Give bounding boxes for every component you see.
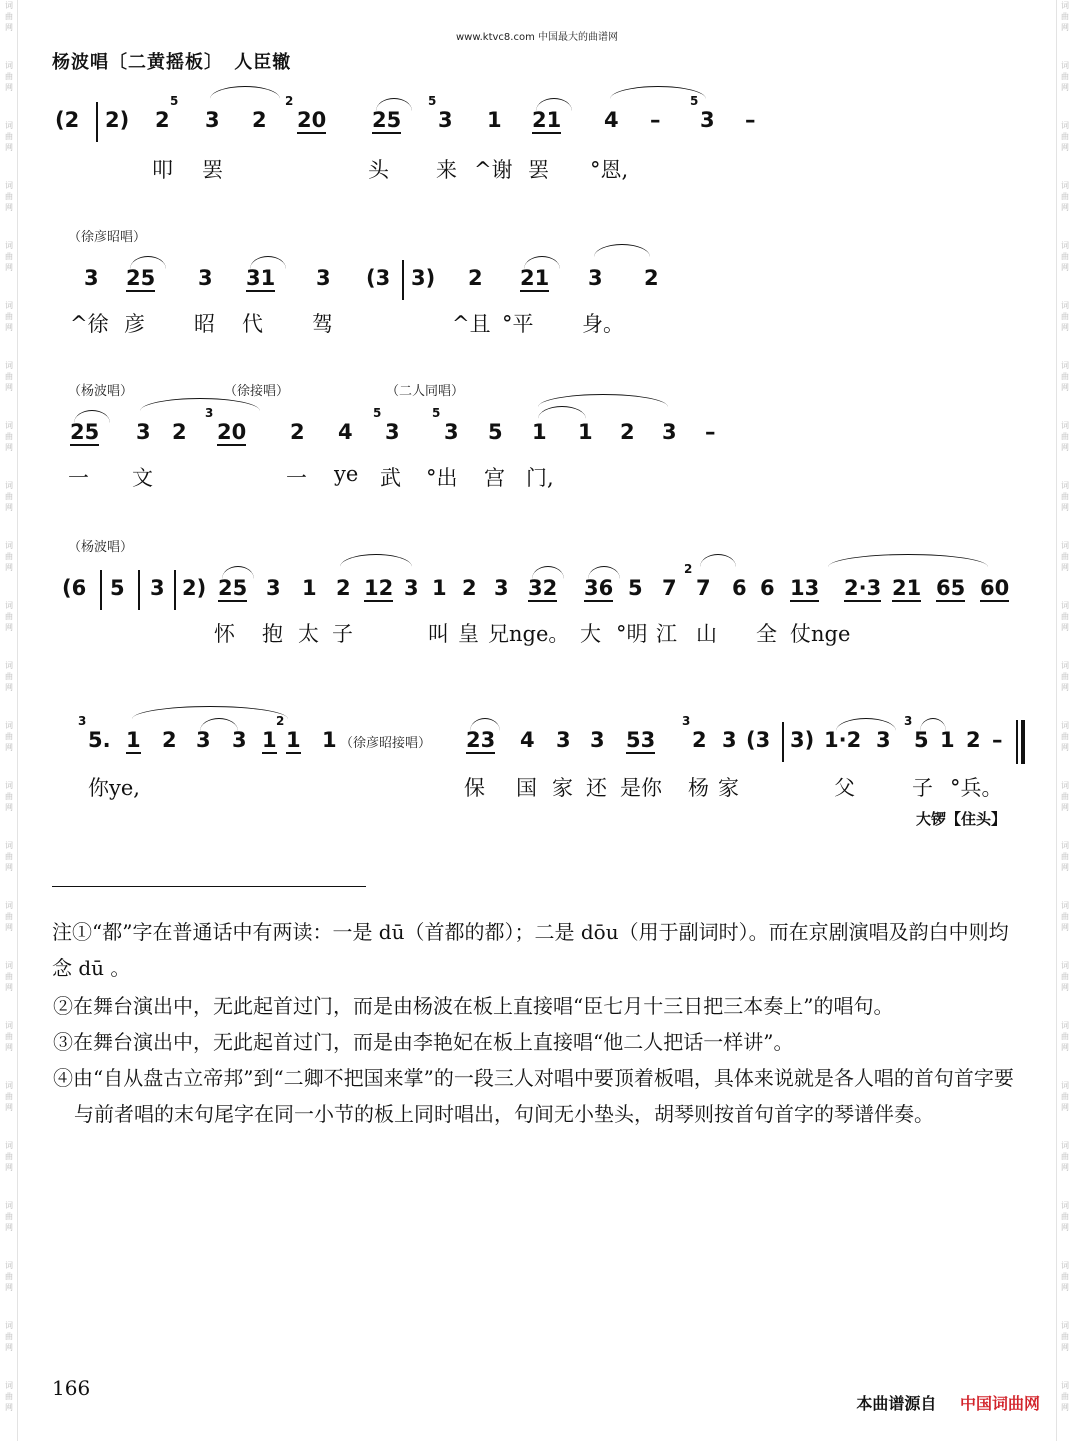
lyric: 太 xyxy=(298,622,319,646)
side-watermark-text: 词 曲 网 xyxy=(5,1,13,32)
note: 2 xyxy=(162,728,177,752)
lyric: 你ye, xyxy=(88,776,140,800)
note: 2 xyxy=(966,728,981,752)
singer-label: （杨波唱） xyxy=(68,384,134,399)
note: 3 xyxy=(444,420,459,444)
note: 1 xyxy=(302,576,317,600)
site-header: www.ktvc8.com 中国最大的曲谱网 xyxy=(455,32,618,43)
lyric: 宫 xyxy=(484,466,505,490)
note: 3 xyxy=(150,576,165,600)
side-watermark-text: 词 曲 网 xyxy=(5,1321,13,1352)
note: 1 xyxy=(322,728,337,752)
note: 25 xyxy=(372,108,402,132)
side-watermark-text: 词 曲 网 xyxy=(5,841,13,872)
lyric: 彦 xyxy=(124,312,145,336)
note: 7 xyxy=(696,576,711,600)
bar-line xyxy=(782,722,784,762)
lyric: 门, xyxy=(526,466,554,490)
grace-note: 2 xyxy=(276,714,285,728)
side-watermark-text: 词 曲 网 xyxy=(5,241,13,272)
note: 4 xyxy=(338,420,353,444)
lyric: 山 xyxy=(696,622,717,646)
side-watermark-text: 词 曲 网 xyxy=(5,1261,13,1292)
note: 12 xyxy=(364,576,394,600)
note: 1 xyxy=(262,728,277,752)
footnote-4: ④由“自从盘古立帝邦”到“二卿不把国来掌”的一段三人对唱中要顶着板唱，具体来说就是各人唱的首句首字要与前者唱的末句尾字在同一小节的板上同时唱出，句间无小垫头，胡琴则按首句首字的琴谱伴奏。 xyxy=(53,1066,1014,1126)
lyric: 罢 xyxy=(528,158,549,182)
grace-note: 5 xyxy=(690,94,699,108)
note: 5 xyxy=(110,576,125,600)
footnotes-rest xyxy=(52,988,1027,1132)
note: 1 xyxy=(286,728,301,752)
lyric: 一 xyxy=(286,466,307,490)
note: 3 xyxy=(556,728,571,752)
side-watermark-text: 词 曲 网 xyxy=(5,481,13,512)
lyric: 皇 xyxy=(458,622,479,646)
grace-note: 3 xyxy=(78,714,87,728)
note: 3 xyxy=(198,266,213,290)
side-watermark-text: 词 曲 网 xyxy=(1061,1,1069,32)
singer-label: （徐彦昭接唱） xyxy=(340,736,432,751)
slur xyxy=(340,554,412,567)
grace-note: 3 xyxy=(904,714,913,728)
singer-label: （徐接唱） xyxy=(224,384,290,399)
side-watermark-text: 词 曲 网 xyxy=(1061,1201,1069,1232)
note: 1 xyxy=(432,576,447,600)
lyric: 子 xyxy=(912,776,933,800)
side-watermark-text: 词 曲 网 xyxy=(5,781,13,812)
slur xyxy=(140,398,260,411)
note: 3 xyxy=(404,576,419,600)
source-label: 本曲谱源自 xyxy=(856,1394,937,1413)
lyric: °平 xyxy=(502,312,534,336)
side-watermark-text: 词 曲 网 xyxy=(5,121,13,152)
lyric: 罢 xyxy=(202,158,223,182)
note: (2 xyxy=(55,108,80,132)
side-watermark-text: 词 曲 网 xyxy=(5,1381,13,1412)
note: 2) xyxy=(182,576,207,600)
side-watermark-text: 词 曲 网 xyxy=(5,601,13,632)
bar-line xyxy=(96,102,98,142)
side-watermark-text: 词 曲 网 xyxy=(1061,241,1069,272)
slur xyxy=(538,394,668,407)
lyric: 叫 xyxy=(428,622,449,646)
side-watermark-right xyxy=(1058,0,1072,1441)
lyric: ^谢 xyxy=(474,158,513,182)
note: 5 xyxy=(488,420,503,444)
lyric: 国 xyxy=(516,776,537,800)
note: 1·2 xyxy=(824,728,862,752)
side-watermark-text: 词 曲 网 xyxy=(5,61,13,92)
note: (3 xyxy=(746,728,771,752)
lyric: ye xyxy=(334,462,359,486)
side-watermark-text: 词 曲 网 xyxy=(5,961,13,992)
bar-line xyxy=(100,570,102,610)
lyric: 仗nge xyxy=(790,622,851,646)
note: 6 xyxy=(732,576,747,600)
side-watermark-text: 词 曲 网 xyxy=(1061,121,1069,152)
side-watermark-text: 词 曲 网 xyxy=(1061,961,1069,992)
note: 1 xyxy=(532,420,547,444)
note: 2 xyxy=(336,576,351,600)
note: 2) xyxy=(105,108,130,132)
side-watermark-text: 词 曲 网 xyxy=(1061,541,1069,572)
lyric: 抱 xyxy=(262,622,283,646)
side-watermark-text: 词 曲 网 xyxy=(1061,1141,1069,1172)
note: 2 xyxy=(620,420,635,444)
side-watermark-text: 词 曲 网 xyxy=(5,721,13,752)
note: 1 xyxy=(126,728,141,752)
note: 3 xyxy=(590,728,605,752)
lyric: 家 xyxy=(552,776,573,800)
footnote-1: 注①“都”字在普通话中有两读：一是 dū（首都的都）；二是 dōu（用于副词时）。而在京剧演唱及韵白中则均念 dū 。 xyxy=(52,920,1009,980)
grace-note: 5 xyxy=(428,94,437,108)
footnote-2: ②在舞台演出中，无此起首过门，而是由杨波在板上直接唱“臣七月十三日把三本奏上”的唱句。 xyxy=(53,994,894,1018)
note: 2 xyxy=(172,420,187,444)
lyric: 文 xyxy=(132,466,153,490)
bar-line xyxy=(1016,720,1018,764)
note: 23 xyxy=(466,728,496,752)
note: 3) xyxy=(790,728,815,752)
lyric: 来 xyxy=(436,158,457,182)
note: 2 xyxy=(462,576,477,600)
note: 2 xyxy=(468,266,483,290)
note: 2 xyxy=(252,108,267,132)
bar-line xyxy=(1021,720,1025,764)
note: 5 xyxy=(628,576,643,600)
note: 3 xyxy=(722,728,737,752)
lyric: °兵。 xyxy=(950,776,1003,800)
side-watermark-text: 词 曲 网 xyxy=(1061,1381,1069,1412)
end-marker: 大锣【住头】 xyxy=(916,810,1007,828)
side-watermark-text: 词 曲 网 xyxy=(1061,181,1069,212)
note: 3 xyxy=(700,108,715,132)
side-watermark-text: 词 曲 网 xyxy=(1061,61,1069,92)
note: 3 xyxy=(316,266,331,290)
note: 3 xyxy=(385,420,400,444)
note: 3 xyxy=(232,728,247,752)
lyric: 江 xyxy=(656,622,677,646)
note: 3 xyxy=(588,266,603,290)
side-watermark-text: 词 曲 网 xyxy=(5,301,13,332)
grace-note: 2 xyxy=(684,562,693,576)
note: 2 xyxy=(644,266,659,290)
note: 3 xyxy=(205,108,220,132)
grace-note: 3 xyxy=(682,714,691,728)
slur xyxy=(210,86,280,99)
side-watermark-text: 词 曲 网 xyxy=(1061,1021,1069,1052)
lyric: 还 xyxy=(586,776,607,800)
note: – xyxy=(992,728,1003,752)
note: 1 xyxy=(487,108,502,132)
note: 21 xyxy=(520,266,550,290)
note: 65 xyxy=(936,576,966,600)
slur xyxy=(700,554,736,567)
note: 3 xyxy=(84,266,99,290)
note: 31 xyxy=(246,266,276,290)
lyric: °明 xyxy=(616,622,648,646)
lyric: 一 xyxy=(68,466,89,490)
note: 1 xyxy=(578,420,593,444)
side-watermark-text: 词 曲 网 xyxy=(1061,421,1069,452)
lyric: 怀 xyxy=(214,622,235,646)
note: 3 xyxy=(494,576,509,600)
lyric: 杨 xyxy=(688,776,709,800)
title-lyric: 人臣辙 xyxy=(234,52,292,73)
grace-note: 3 xyxy=(205,406,214,420)
slur xyxy=(132,706,288,719)
grace-note: 5 xyxy=(170,94,179,108)
page-number: 166 xyxy=(52,1376,91,1400)
side-watermark-text: 词 曲 网 xyxy=(5,1141,13,1172)
lyric: °出 xyxy=(426,466,458,490)
side-watermark-text: 词 曲 网 xyxy=(1061,601,1069,632)
lyric: ^徐 xyxy=(70,312,109,336)
lyric: 兄nge。 xyxy=(488,622,570,646)
note: 53 xyxy=(626,728,656,752)
note: 2·3 xyxy=(844,576,882,600)
slur xyxy=(594,244,650,257)
side-watermark-text: 词 曲 网 xyxy=(1061,1321,1069,1352)
page-title xyxy=(52,48,295,74)
bar-line xyxy=(174,570,176,610)
lyric: 头 xyxy=(368,158,389,182)
note: 32 xyxy=(528,576,558,600)
note: 25 xyxy=(218,576,248,600)
side-watermark-text: 词 曲 网 xyxy=(5,421,13,452)
side-watermark-text: 词 曲 网 xyxy=(5,361,13,392)
side-watermark-text: 词 曲 网 xyxy=(1061,661,1069,692)
lyric: °恩, xyxy=(590,158,629,182)
note: 3 xyxy=(876,728,891,752)
grace-note: 5 xyxy=(432,406,441,420)
lyric: 身。 xyxy=(582,312,624,336)
note: 3) xyxy=(411,266,436,290)
singer-label: （徐彦昭唱） xyxy=(68,230,147,245)
note: 3 xyxy=(266,576,281,600)
note: (6 xyxy=(62,576,87,600)
lyric: 叩 xyxy=(152,158,173,182)
note: 21 xyxy=(532,108,562,132)
lyric: 大 xyxy=(580,622,601,646)
note: 3 xyxy=(438,108,453,132)
singer-label: （杨波唱） xyxy=(68,540,134,555)
slur xyxy=(828,554,988,567)
grace-note: 5 xyxy=(373,406,382,420)
source-credit xyxy=(856,1391,1040,1414)
note: 25 xyxy=(126,266,156,290)
note: 2 xyxy=(290,420,305,444)
title-singer: 杨波唱〔二黄摇板〕 xyxy=(52,52,223,73)
lyric: 父 xyxy=(834,776,855,800)
side-watermark-text: 词 曲 网 xyxy=(5,901,13,932)
lyric: 家 xyxy=(718,776,739,800)
note: 20 xyxy=(297,108,327,132)
note: 3 xyxy=(662,420,677,444)
note: – xyxy=(705,420,716,444)
note: (3 xyxy=(366,266,391,290)
lyric: 驾 xyxy=(312,312,333,336)
note: – xyxy=(650,108,661,132)
note: 13 xyxy=(790,576,820,600)
side-watermark-text: 词 曲 网 xyxy=(1061,781,1069,812)
note: 2 xyxy=(155,108,170,132)
side-watermark-left xyxy=(2,0,16,1441)
side-watermark-text: 词 曲 网 xyxy=(1061,361,1069,392)
note: 2 xyxy=(692,728,707,752)
note: 7 xyxy=(662,576,677,600)
side-watermark-text: 词 曲 网 xyxy=(1061,901,1069,932)
slur xyxy=(538,406,586,419)
lyric: 代 xyxy=(242,312,263,336)
note: 60 xyxy=(980,576,1010,600)
footnotes xyxy=(52,914,1027,986)
note: – xyxy=(745,108,756,132)
side-watermark-text: 词 曲 网 xyxy=(5,1201,13,1232)
side-watermark-text: 词 曲 网 xyxy=(5,541,13,572)
note: 6 xyxy=(760,576,775,600)
bar-line xyxy=(138,570,140,610)
note: 25 xyxy=(70,420,100,444)
lyric: 武 xyxy=(380,466,401,490)
lyric: 子 xyxy=(332,622,353,646)
side-watermark-text: 词 曲 网 xyxy=(1061,841,1069,872)
side-watermark-text: 词 曲 网 xyxy=(5,661,13,692)
source-brand[interactable]: 中国词曲网 xyxy=(959,1394,1040,1413)
lyric: 是你 xyxy=(620,776,662,800)
footnote-3: ③在舞台演出中，无此起首过门，而是由李艳妃在板上直接唱“他二人把话一样讲”。 xyxy=(53,1030,794,1054)
bar-line xyxy=(402,260,404,300)
note: 21 xyxy=(892,576,922,600)
lyric: 昭 xyxy=(194,312,215,336)
note: 3 xyxy=(136,420,151,444)
footnote-divider xyxy=(52,886,366,887)
side-watermark-text: 词 曲 网 xyxy=(5,1021,13,1052)
note: 20 xyxy=(217,420,247,444)
side-watermark-text: 词 曲 网 xyxy=(5,181,13,212)
singer-label: （二人同唱） xyxy=(386,384,465,399)
note: 4 xyxy=(520,728,535,752)
lyric: 保 xyxy=(464,776,485,800)
lyric: 全 xyxy=(756,622,777,646)
note: 5 xyxy=(914,728,929,752)
note: 1 xyxy=(940,728,955,752)
lyric: ^且 xyxy=(452,312,491,336)
note: 36 xyxy=(584,576,614,600)
note: 3 xyxy=(196,728,211,752)
side-watermark-text: 词 曲 网 xyxy=(1061,1081,1069,1112)
side-watermark-text: 词 曲 网 xyxy=(1061,1261,1069,1292)
side-watermark-text: 词 曲 网 xyxy=(1061,301,1069,332)
side-watermark-text: 词 曲 网 xyxy=(1061,481,1069,512)
side-watermark-text: 词 曲 网 xyxy=(1061,721,1069,752)
side-watermark-text: 词 曲 网 xyxy=(5,1081,13,1112)
grace-note: 2 xyxy=(285,94,294,108)
note: 5. xyxy=(88,728,111,752)
note: 4 xyxy=(604,108,619,132)
